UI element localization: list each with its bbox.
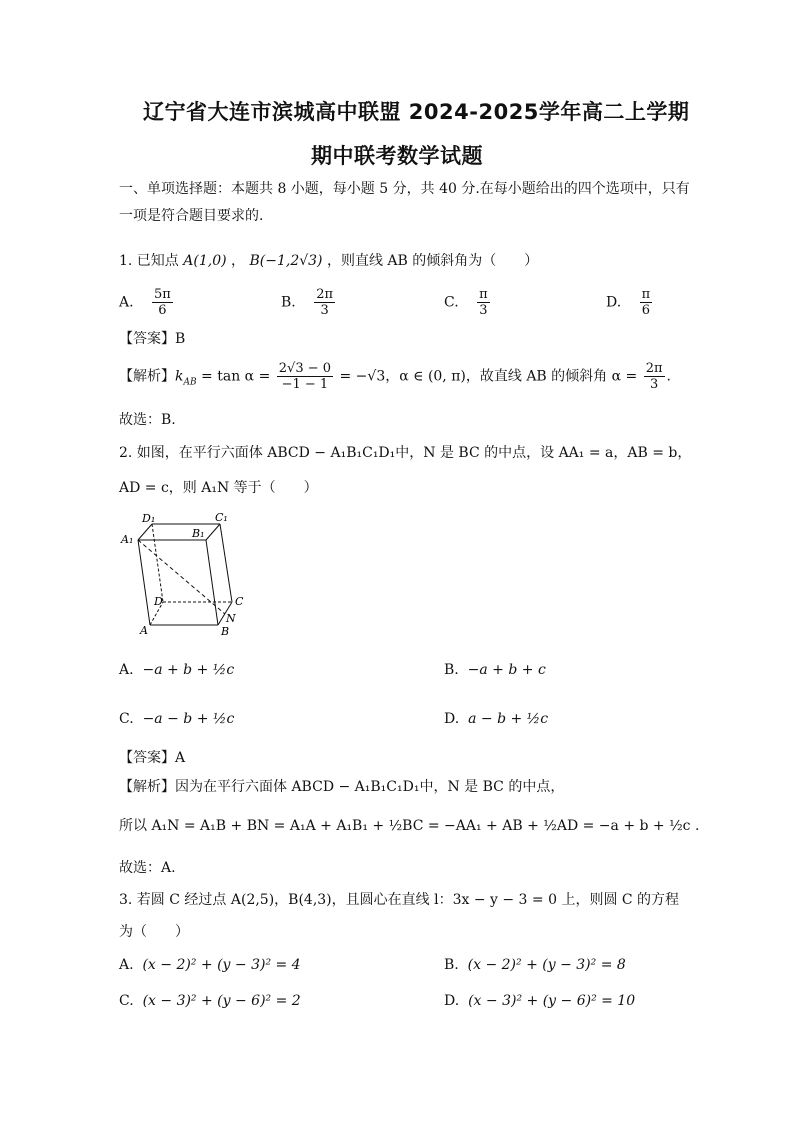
q2-option-a	[119, 660, 234, 680]
q3-option-b-expr: (x − 2)² + (y − 3)² = 8	[467, 957, 626, 973]
q3-option-d-expr: (x − 3)² + (y − 6)² = 10	[468, 993, 636, 1009]
q1-answer-label: 【答案】	[119, 331, 175, 347]
q1-option-b-label: B.	[281, 294, 296, 311]
q2-stem-line2: AD = c，则 A₁N 等于（ ）	[119, 480, 318, 496]
q2-analysis-line1: 因为在平行六面体 ABCD − A₁B₁C₁D₁中，N 是 BC 的中点，	[175, 779, 565, 795]
q2-choose: 故选：A.	[119, 860, 176, 876]
q2-option-b-label: B.	[444, 662, 459, 678]
q1-option-c-den: 3	[479, 303, 488, 318]
q3-option-a-expr: (x − 2)² + (y − 3)² = 4	[142, 957, 301, 973]
label-d1: D₁	[142, 512, 156, 525]
q1-sep: ，	[231, 253, 246, 269]
label-a: A	[140, 624, 148, 637]
q1-option-b-den: 3	[320, 303, 329, 318]
q1-choose: 故选：B.	[119, 412, 176, 428]
q2-option-d-label: D.	[444, 711, 460, 727]
q1-answer-value: B	[175, 331, 186, 347]
q1-option-a-den: 6	[158, 303, 167, 318]
q1-stem	[119, 251, 538, 271]
q1-analysis-k: k	[175, 368, 184, 385]
edge-d1-d	[152, 524, 163, 602]
q1-analysis-label: 【解析】	[119, 368, 175, 385]
label-b1: B₁	[192, 527, 205, 540]
q2-option-d-expr: a − b + ½c	[468, 711, 549, 727]
q1-analysis-k-sub: AB	[183, 377, 197, 388]
q1-option-c-num: π	[479, 287, 488, 302]
q2-option-a-label: A.	[119, 662, 134, 678]
label-n: N	[226, 612, 236, 625]
q3-option-a	[119, 955, 301, 975]
q3-stem-line2: 为（ ）	[119, 924, 189, 940]
q3-option-d-label: D.	[444, 993, 460, 1009]
q1-option-d-den: 6	[641, 303, 651, 318]
parallelepiped-figure	[118, 510, 258, 640]
q2-option-b-expr: −a + b + c	[467, 662, 546, 678]
q1-option-a-num: 5π	[154, 287, 171, 302]
q1-analysis-frac2-den: 3	[649, 377, 659, 392]
q1-option-b-num: 2π	[316, 287, 334, 302]
q3-option-a-label: A.	[119, 957, 134, 973]
label-d: D	[154, 595, 163, 608]
q2-analysis	[119, 777, 564, 797]
q1-stem-prefix: 1. 已知点	[119, 253, 179, 269]
q1-analysis-frac2-num: 2π	[645, 361, 663, 376]
q2-stem-line1: 2. 如图，在平行六面体 ABCD − A₁B₁C₁D₁中，N 是 BC 的中点，设 AA₁ = a，AB = b，	[119, 445, 692, 461]
segment-a1-n	[138, 540, 225, 614]
q1-option-c	[444, 288, 492, 317]
q2-option-c-label: C.	[119, 711, 134, 727]
q1-option-d-label: D.	[606, 294, 622, 311]
q3-option-c-label: C.	[119, 993, 134, 1009]
q2-option-c-expr: −a − b + ½c	[142, 711, 235, 727]
q1-point-b: B(−1,2√3)	[249, 253, 323, 269]
q2-option-d	[444, 709, 548, 729]
q1-analysis-frac-num: 2√3 − 0	[278, 361, 332, 376]
label-a1: A₁	[121, 533, 134, 546]
q1-analysis-mid2: = −√3，α ∈ (0, π)，故直线 AB 的倾斜角 α =	[335, 368, 642, 385]
q1-option-a	[119, 288, 175, 317]
page-title-line2: 期中联考数学试题	[311, 144, 483, 168]
page-title-line1: 辽宁省大连市滨城高中联盟 2024-2025学年高二上学期	[143, 100, 690, 124]
edge-c1-c	[220, 524, 232, 602]
edge-a1-a	[138, 540, 150, 625]
q2-analysis-line2: 所以 A₁N = A₁B + BN = A₁A + A₁B₁ + ½BC = −AA₁ + AB + ½AD = −a + b + ½c .	[119, 818, 700, 834]
q1-answer	[119, 329, 185, 349]
label-c1: C₁	[215, 511, 228, 524]
q2-option-b	[444, 660, 546, 680]
q1-analysis-mid1: = tan α =	[196, 368, 275, 385]
section-intro-line1: 一、单项选择题：本题共 8 小题，每小题 5 分，共 40 分.在每小题给出的四个选项中，只有	[119, 181, 690, 197]
q1-analysis-frac-den: −1 − 1	[281, 377, 329, 392]
q3-option-c	[119, 991, 301, 1011]
q1-option-b	[281, 288, 337, 317]
edge-a1-d1	[138, 524, 152, 540]
edge-c1-b1	[206, 524, 220, 540]
q1-analysis-end: .	[666, 368, 671, 385]
q1-analysis	[119, 362, 671, 392]
q1-stem-suffix: ，则直线 AB 的倾斜角为（ ）	[326, 253, 539, 269]
q3-option-c-expr: (x − 3)² + (y − 6)² = 2	[142, 993, 301, 1009]
q2-answer-label: 【答案】	[119, 750, 175, 766]
q1-point-a: A(1,0)	[183, 253, 227, 269]
q3-stem-line1: 3. 若圆 C 经过点 A(2,5)，B(4,3)，且圆心在直线 l：3x − y − 3 = 0 上，则圆 C 的方程	[119, 892, 680, 908]
q2-option-c	[119, 709, 234, 729]
q2-answer-value: A	[175, 750, 186, 766]
q3-option-b	[444, 955, 626, 975]
q3-option-b-label: B.	[444, 957, 459, 973]
q1-option-d	[606, 288, 654, 317]
label-c: C	[235, 595, 244, 608]
label-b: B	[221, 625, 230, 638]
q3-option-d	[444, 991, 635, 1011]
q2-option-a-expr: −a + b + ½c	[142, 662, 235, 678]
q2-answer	[119, 748, 185, 768]
q2-analysis-label: 【解析】	[119, 779, 175, 795]
edge-b1-b	[206, 540, 218, 625]
q1-option-a-label: A.	[119, 294, 134, 311]
q1-option-c-label: C.	[444, 294, 459, 311]
section-intro-line2: 一项是符合题目要求的.	[119, 208, 264, 224]
q1-option-d-num: π	[641, 287, 651, 302]
